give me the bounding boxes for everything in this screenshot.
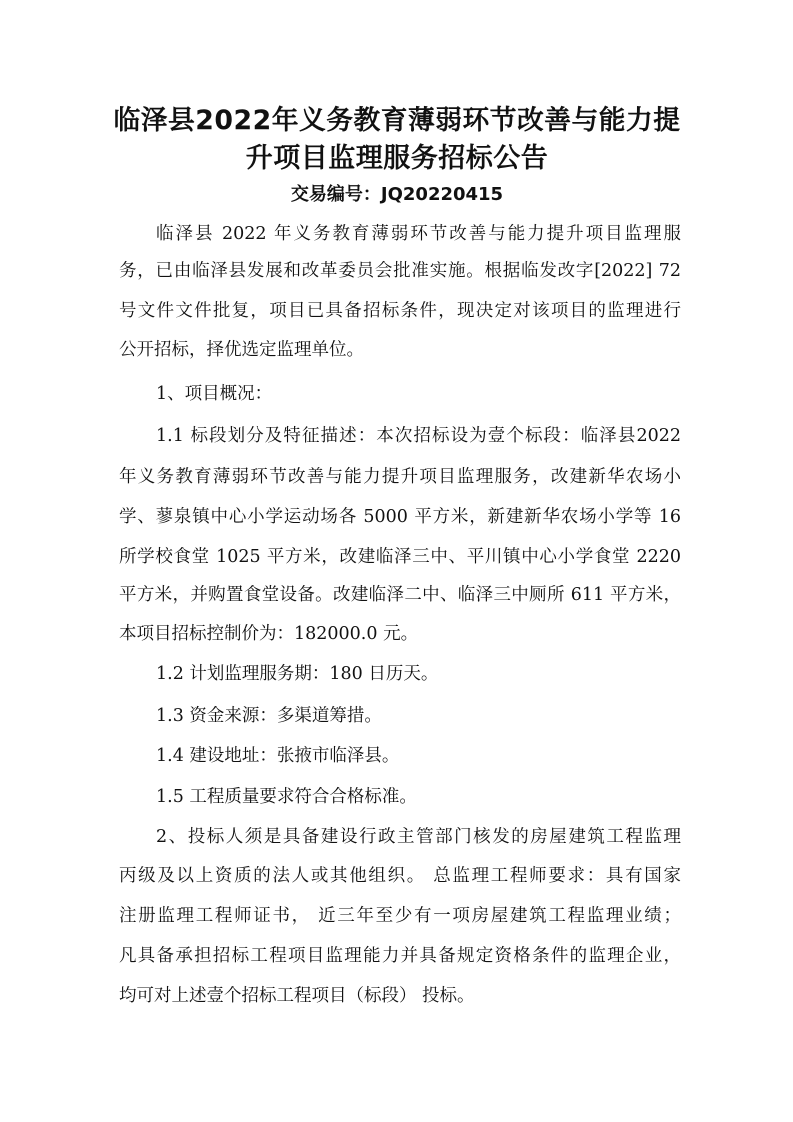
transaction-code: 交易编号：JQ20220415	[290, 184, 504, 205]
section-2-line: 注册监理工程师证书， 近三年至少有一项房屋建筑工程监理业绩；	[119, 906, 681, 926]
section-1-2: 1.2 计划监理服务期：180 日历天。	[156, 664, 439, 684]
section-1-1-line: 1.1 标段划分及特征描述：本次招标设为壹个标段：临泽县2022	[156, 426, 681, 446]
section-1-heading: 1、项目概况：	[156, 384, 273, 404]
document-title-line-2: 升项目监理服务招标公告	[245, 143, 549, 174]
section-1-3: 1.3 资金来源：多渠道筹措。	[156, 706, 382, 726]
section-1-1-line: 所学校食堂 1025 平方米，改建临泽三中、平川镇中心小学食堂 2220	[119, 547, 681, 567]
section-2-line: 2、投标人须是具备建设行政主管部门核发的房屋建筑工程监理	[156, 827, 681, 847]
intro-line: 公开招标，择优选定监理单位。	[119, 340, 364, 360]
section-1-1-line: 平方米，并购置食堂设备。改建临泽二中、临泽三中厕所 611 平方米，	[119, 585, 681, 605]
section-1-5: 1.5 工程质量要求符合合格标准。	[156, 787, 417, 807]
section-2-line: 丙级及以上资质的法人或其他组织。 总监理工程师要求：具有国家	[119, 866, 681, 886]
section-1-1-line: 学、蓼泉镇中心小学运动场各 5000 平方米，新建新华农场小学等 16	[119, 507, 681, 527]
intro-line: 临泽县 2022 年义务教育薄弱环节改善与能力提升项目监理服	[156, 224, 681, 244]
section-2-line: 凡具备承担招标工程项目监理能力并具备规定资格条件的监理企业，	[119, 946, 681, 966]
section-1-1-line: 本项目招标控制价为：182000.0 元。	[119, 624, 419, 644]
intro-line: 务，已由临泽县发展和改革委员会批准实施。根据临发改字[2022] 72	[119, 261, 681, 281]
section-1-1-line: 年义务教育薄弱环节改善与能力提升项目监理服务，改建新华农场小	[119, 467, 681, 487]
document-title-line-1: 临泽县2022年义务教育薄弱环节改善与能力提	[113, 105, 681, 136]
intro-line: 号文件文件批复，项目已具备招标条件，现决定对该项目的监理进行	[119, 301, 681, 321]
section-1-4: 1.4 建设地址：张掖市临泽县。	[156, 746, 400, 766]
section-2-line: 均可对上述壹个招标工程项目（标段） 投标。	[119, 986, 475, 1006]
